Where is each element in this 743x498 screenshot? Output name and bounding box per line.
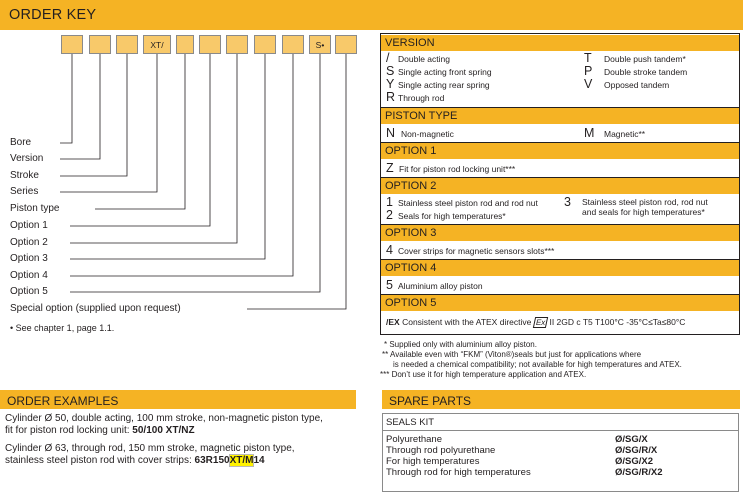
option-2-combined: 3 Stainless steel piston rod, rod nut and seals for high temperatures* bbox=[564, 195, 708, 217]
version-double-acting: / Double acting bbox=[386, 51, 450, 65]
footnote-2: ** Available even with “FKM” (Viton®)seals but just for applications where bbox=[382, 350, 642, 359]
seals-kit-label: SEALS KIT bbox=[386, 417, 435, 428]
piston-non-magnetic: N Non-magnetic bbox=[386, 126, 454, 140]
spare-row-name: Polyurethane bbox=[386, 434, 442, 445]
option-4-aluminium: 5 Aluminium alloy piston bbox=[386, 278, 483, 292]
label-piston-type: Piston type bbox=[10, 203, 60, 214]
label-stroke: Stroke bbox=[10, 170, 39, 181]
order-key-connectors bbox=[0, 0, 380, 320]
label-option-3: Option 3 bbox=[10, 253, 48, 264]
option-2-stainless: 1 Stainless steel piston rod and rod nut bbox=[386, 195, 538, 209]
box-series: XT/ bbox=[143, 35, 171, 54]
option-4-header: OPTION 4 bbox=[381, 260, 739, 276]
chapter-note: • See chapter 1, page 1.1. bbox=[10, 323, 115, 333]
piston-type-header: PISTON TYPE bbox=[381, 108, 739, 124]
version-header: VERSION bbox=[381, 35, 739, 51]
spare-row-name: Through rod polyurethane bbox=[386, 445, 496, 456]
example-1: Cylinder Ø 50, double acting, 100 mm stroke, non-magnetic piston type, fit for piston rod locking unit: 50/100 XT/NZ bbox=[5, 413, 323, 436]
spare-row-code: Ø/SG/X bbox=[615, 434, 648, 445]
option-2-header: OPTION 2 bbox=[381, 178, 739, 194]
example-2: Cylinder Ø 63, through rod, 150 mm stroke, magnetic piston type, stainless steel piston rod with cover strips: 63R150XT/M14 bbox=[5, 443, 295, 466]
option-1-header: OPTION 1 bbox=[381, 143, 739, 159]
spare-parts-header: SPARE PARTS bbox=[382, 390, 740, 409]
label-bore: Bore bbox=[10, 137, 32, 148]
spare-row-code: Ø/SG/X2 bbox=[615, 456, 654, 467]
footnote-1: * Supplied only with aluminium alloy piston. bbox=[384, 340, 537, 349]
footnote-3: *** Don’t use it for high temperature application and ATEX. bbox=[380, 370, 587, 379]
option-1-locking: Z Fit for piston rod locking unit*** bbox=[386, 161, 516, 175]
order-key-header: ORDER KEY bbox=[0, 0, 743, 30]
order-examples-header: ORDER EXAMPLES bbox=[0, 390, 356, 409]
label-version: Version bbox=[10, 153, 44, 164]
spare-row-name: For high temperatures bbox=[386, 456, 480, 467]
option-5-atex: /EX Consistent with the ATEX directive Ex II 2GD c T5 T100°C -35°C≤Ta≤80°C bbox=[386, 317, 686, 327]
version-through-rod: R Through rod bbox=[386, 90, 445, 104]
spare-row-code: Ø/SG/R/X bbox=[615, 445, 658, 456]
piston-magnetic: M Magnetic** bbox=[584, 126, 646, 140]
label-option-5: Option 5 bbox=[10, 286, 48, 297]
label-option-2: Option 2 bbox=[10, 237, 48, 248]
label-special-option: Special option (supplied upon request) bbox=[10, 303, 181, 314]
label-option-1: Option 1 bbox=[10, 220, 48, 231]
spare-row-code: Ø/SG/R/X2 bbox=[615, 467, 663, 478]
seals-kit-table bbox=[382, 413, 739, 492]
spare-row-name: Through rod for high temperatures bbox=[386, 467, 531, 478]
label-series: Series bbox=[10, 186, 39, 197]
version-opposed-tandem: V Opposed tandem bbox=[584, 77, 670, 91]
version-rear-spring: Y Single acting rear spring bbox=[386, 77, 490, 91]
ex-mark-icon: Ex bbox=[533, 317, 549, 328]
option-3-cover-strips: 4 Cover strips for magnetic sensors slots*** bbox=[386, 243, 555, 257]
version-push-tandem: T Double push tandem* bbox=[584, 51, 686, 65]
option-5-header: OPTION 5 bbox=[381, 295, 739, 311]
example-highlight: XT/M bbox=[229, 455, 254, 466]
option-3-header: OPTION 3 bbox=[381, 225, 739, 241]
label-option-4: Option 4 bbox=[10, 270, 48, 281]
footnote-2b: is needed a chemical compatibility; not available for high temperatures and ATEX. bbox=[393, 360, 682, 369]
version-front-spring: S Single acting front spring bbox=[386, 64, 492, 78]
options-table bbox=[380, 33, 740, 335]
option-2-seals: 2 Seals for high temperatures* bbox=[386, 208, 506, 222]
version-stroke-tandem: P Double stroke tandem bbox=[584, 64, 688, 78]
box-option-5: S• bbox=[309, 35, 331, 54]
